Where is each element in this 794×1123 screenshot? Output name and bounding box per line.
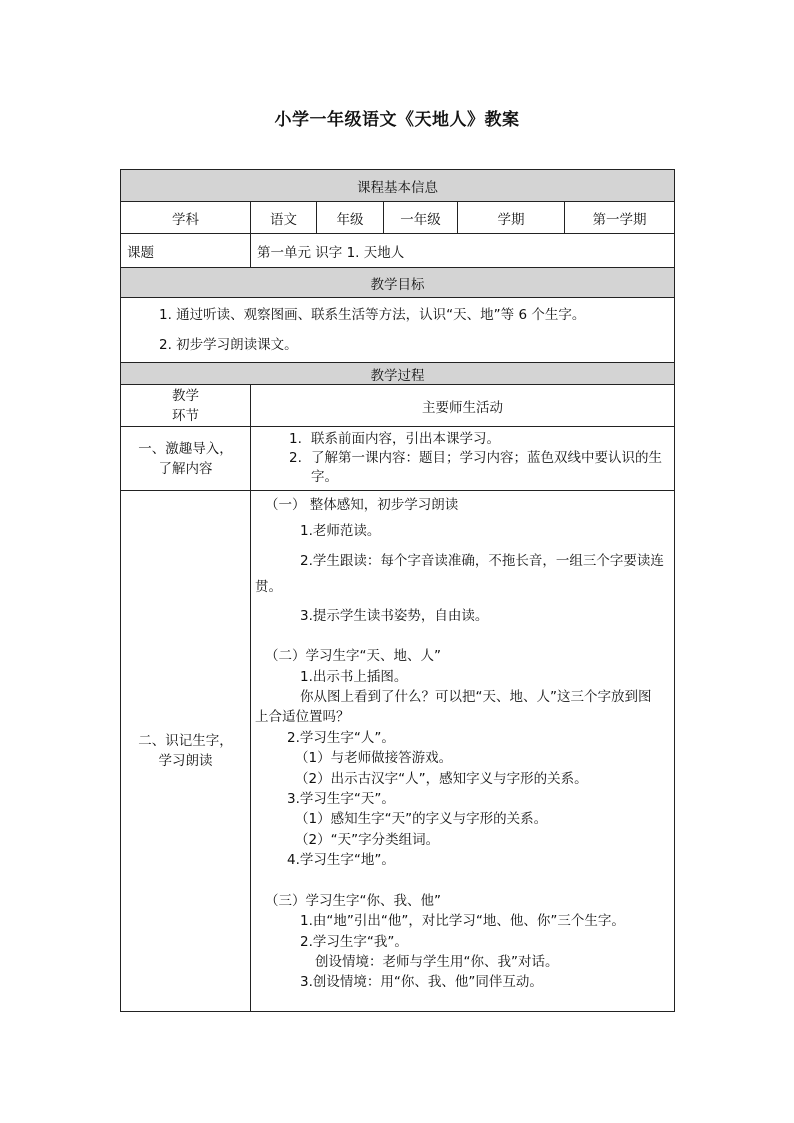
- basic-info-header: 课程基本信息: [121, 170, 675, 202]
- subject-label: 学科: [121, 202, 251, 234]
- stage-column-header-line1: 教学: [172, 387, 199, 404]
- objectives-header: 教学目标: [121, 268, 675, 298]
- activity-line: 4.学习生字“地”。: [287, 852, 395, 869]
- spacer: [255, 871, 664, 891]
- topic-label: 课题: [121, 234, 251, 268]
- activity-line: 1.出示书上插图。: [300, 668, 408, 685]
- stage1-label-line1: 一、激趣导入，: [138, 440, 233, 457]
- activity-line: （2）出示古汉字“人”，感知字义与字形的关系。: [295, 770, 588, 787]
- objective-item: 1. 通过听读、观察图画、联系生活等方法，认识“天、地”等 6 个生字。: [159, 307, 586, 323]
- basic-info-row: [121, 202, 675, 234]
- stage2-row: [121, 491, 675, 1012]
- stage1-label: [121, 427, 251, 491]
- section-heading: （一） 整体感知，初步学习朗读: [265, 497, 459, 513]
- stage2-activities: [251, 491, 675, 1012]
- objectives-row: [121, 298, 675, 363]
- stage1-activities: [251, 427, 675, 491]
- process-header: 教学过程: [121, 363, 675, 385]
- stage2-label-line2: 学习朗读: [158, 753, 213, 769]
- spacer: [255, 626, 664, 646]
- stage2-label-line1: 二、识记生字，: [138, 733, 233, 749]
- activity-line: （2）“天”字分类组词。: [295, 831, 440, 848]
- objective-item: 2. 初步学习朗读课文。: [159, 337, 298, 353]
- topic-value: 第一单元 识字 1. 天地人: [251, 234, 675, 268]
- stage-column-header: [121, 385, 251, 427]
- activity-line: 2.学习生字“人”。: [287, 729, 395, 746]
- grade-value: 一年级: [384, 202, 458, 234]
- stage1-item-text: 了解第一课内容：题目；学习内容；蓝色双线中要认识的生字。: [311, 450, 662, 485]
- topic-row: [121, 234, 675, 268]
- objectives-header-row: [121, 268, 675, 298]
- activity-line: 1.由“地”引出“他”，对比学习“地、他、你”三个生字。: [300, 913, 625, 930]
- activity-line: 你从图上看到了什么？可以把“天、地、人”这三个字放到图上合适位置吗？: [255, 689, 652, 726]
- term-value: 第一学期: [565, 202, 675, 234]
- activity-line: 3.学习生字“天”。: [287, 791, 395, 808]
- stage1-label-line2: 了解内容: [158, 460, 213, 477]
- process-header-row: [121, 363, 675, 385]
- process-columns-row: [121, 385, 675, 427]
- stage1-item: [289, 449, 674, 487]
- stage1-row: [121, 427, 675, 491]
- activity-line: 2.学习生字“我”。: [300, 933, 408, 950]
- objectives-list: [121, 298, 675, 363]
- section-heading: （三）学习生字“你、我、他”: [265, 892, 441, 909]
- activity-line: （1）与老师做接答游戏。: [295, 750, 453, 767]
- stage2-label: [121, 491, 251, 1012]
- activity-column-header: 主要师生活动: [251, 385, 675, 427]
- activity-line: 3.提示学生读书姿势，自由读。: [300, 607, 489, 624]
- section-heading: （二）学习生字“天、地、人”: [265, 648, 441, 665]
- document-title: 小学一年级语文《天地人》教案: [274, 110, 520, 130]
- activity-line: 2.学生跟读：每个字音读准确，不拖长音，一组三个字要读连贯。: [255, 552, 664, 595]
- subject-value: 语文: [251, 202, 317, 234]
- activity-line: 1.老师范读。: [300, 523, 381, 540]
- grade-label: 年级: [317, 202, 384, 234]
- activity-line: 3.创设情境：用“你、我、他”同伴互动。: [300, 974, 543, 991]
- basic-info-header-row: [121, 170, 675, 202]
- stage1-item-number: 1.: [289, 431, 302, 447]
- activity-line: 创设情境：老师与学生用“你、我”对话。: [315, 953, 559, 970]
- activity-line: （1）感知生字“天”的字义与字形的关系。: [295, 811, 548, 828]
- term-label: 学期: [458, 202, 565, 234]
- lesson-plan-table: [120, 169, 675, 1012]
- stage-column-header-line2: 环节: [172, 407, 199, 424]
- stage1-item-text: 联系前面内容，引出本课学习。: [311, 431, 500, 447]
- stage1-item-number: 2.: [289, 450, 302, 466]
- stage1-item: [289, 430, 674, 449]
